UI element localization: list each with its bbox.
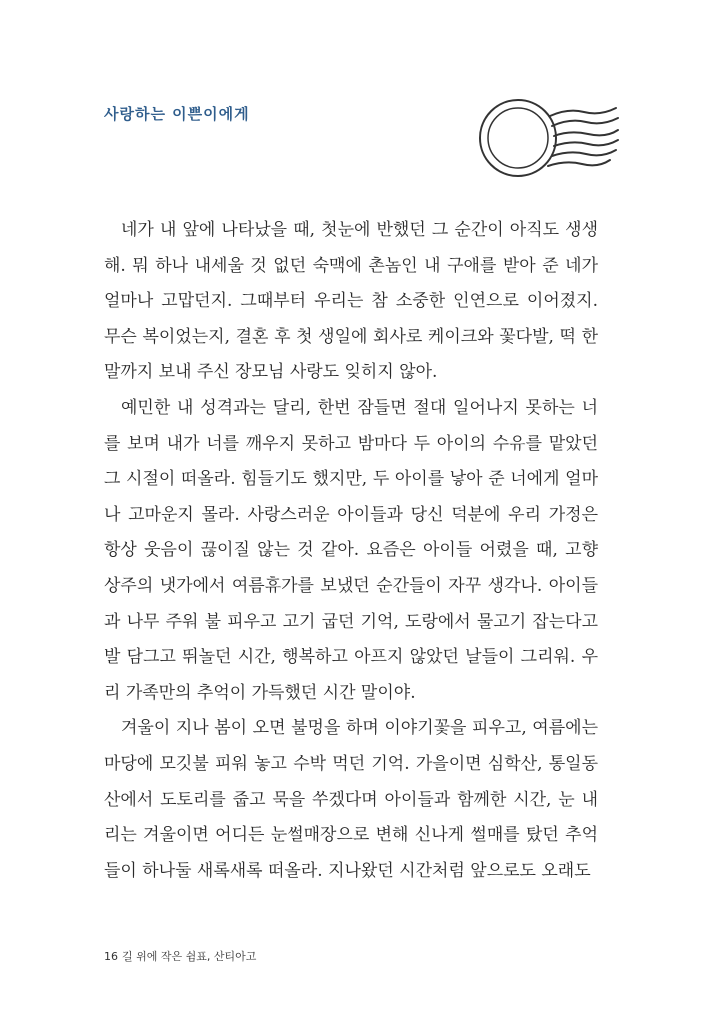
page-footer	[104, 948, 256, 964]
paragraph: 예민한 내 성격과는 달리, 한번 잠들면 절대 일어나지 못하는 너를 보며 내가 너를 깨우지 못하고 밤마다 두 아이의 수유를 맡았던 그 시절이 떠올라. 힘들기도 했지만, 두 아이를 낳아 준 너에게 얼마나 고마운지 몰라. 사랑스러운 아이들과 당신 덕분에 우리 가정은 항상 웃음이 끊이질 않는 것 같아. 요즘은 아이들 어렸을 때, 고향 상주의 냇가에서 여름휴가를 보냈던 순간들이 자꾸 생각나. 아이들과 나무 주워 불 피우고 고기 굽던 기억, 도랑에서 물고기 잡는다고 발 담그고 뛰놀던 시간, 행복하고 아프지 않았던 날들이 그리워. 우리 가족만의 추억이 가득했던 시간 말이야.	[104, 397, 598, 703]
chapter-title: 사랑하는 이쁜이에게	[104, 105, 250, 123]
postmark-stamp-icon	[470, 88, 620, 188]
page-number: 16	[104, 950, 118, 963]
letter-body	[104, 213, 598, 889]
paragraph: 겨울이 지나 봄이 오면 불멍을 하며 이야기꽃을 피우고, 여름에는 마당에 모깃불 피워 놓고 수박 먹던 기억. 가을이면 심학산, 통일동산에서 도토리를 줍고 묵을 쑤겠다며 아이들과 함께한 시간, 눈 내리는 겨울이면 어디든 눈썰매장으로 변해 신나게 썰매를 탔던 추억들이 하나둘 새록새록 떠올라. 지나왔던 시간처럼 앞으로도 오래도	[104, 718, 598, 881]
paragraph: 네가 내 앞에 나타났을 때, 첫눈에 반했던 그 순간이 아직도 생생해. 뭐 하나 내세울 것 없던 숙맥에 촌놈인 내 구애를 받아 준 네가 얼마나 고맙던지. 그때부터 우리는 참 소중한 인연으로 이어졌지. 무슨 복이었는지, 결혼 후 첫 생일에 회사로 케이크와 꽃다발, 떡 한 말까지 보내 주신 장모님 사랑도 잊히지 않아.	[104, 220, 598, 383]
book-title: 길 위에 작은 쉼표, 산티아고	[122, 950, 257, 963]
